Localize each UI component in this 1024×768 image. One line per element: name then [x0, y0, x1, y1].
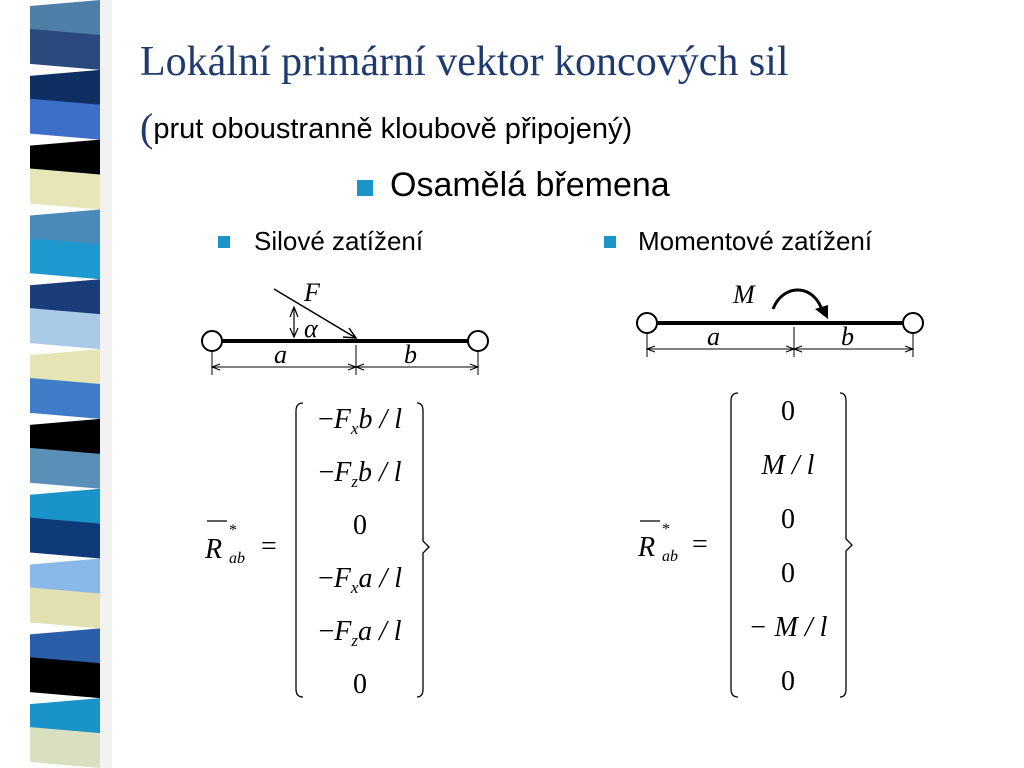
right-bracket [840, 393, 852, 697]
angle-label: α [304, 314, 318, 343]
vector-entry: M / l [761, 450, 815, 481]
vector-entry: 0 [781, 666, 795, 697]
right-bullet-text: Momentové zatížení [638, 226, 873, 256]
moment-arrowhead [815, 305, 828, 319]
force-vector-equation [195, 395, 445, 705]
vector-entry: $-F_xa / l$ [317, 563, 403, 597]
stripe-segment [30, 657, 100, 698]
vector-subscript: ab [662, 548, 678, 565]
moment-beam-diagram [625, 275, 935, 370]
left-bracket [296, 403, 303, 697]
right-bracket [417, 403, 429, 697]
decorative-stripe-bar [0, 0, 112, 768]
left-hinge [202, 331, 222, 351]
equals-sign: = [261, 531, 277, 562]
vector-superscript: * [662, 521, 670, 538]
vector-symbol: R [638, 532, 656, 563]
stripe-segment [30, 518, 100, 559]
stripe-segment [30, 448, 100, 489]
subtitle-text: prut oboustranně kloubově připojený) [153, 113, 633, 145]
stripe-edge [100, 0, 112, 768]
vector-entry: 0 [353, 510, 367, 541]
left-bracket [731, 393, 738, 697]
segment-b-label: b [841, 322, 854, 351]
vector-entry: $-F_za / l$ [318, 616, 402, 650]
stripe-segment [30, 727, 100, 768]
force-arrowhead [343, 328, 356, 338]
moment-vector-equation [630, 385, 870, 705]
vector-entry: − M / l [748, 612, 828, 643]
stripe-segment [30, 99, 100, 140]
stripe-segment [30, 238, 100, 279]
vector-entry: $-F_xb / l$ [317, 404, 403, 438]
segment-b-label: b [404, 340, 417, 369]
vector-entry: 0 [781, 504, 795, 535]
force-label: F [304, 278, 320, 307]
stripe-segment [30, 587, 100, 628]
stripe-segment [30, 308, 100, 349]
slide-subtitle [140, 104, 632, 151]
stripe-segment [30, 378, 100, 419]
moment-label: M [733, 280, 755, 309]
main-bullet-text: Osamělá břemena [390, 166, 670, 204]
vector-entry: 0 [781, 396, 795, 427]
vector-superscript: * [229, 522, 237, 539]
left-bullet-text: Silové zatížení [254, 226, 424, 256]
segment-a-label: a [274, 340, 287, 369]
vector-entry: 0 [781, 558, 795, 589]
stripe-segment [30, 169, 100, 210]
vector-entry: 0 [353, 669, 367, 700]
slide-title: Lokální primární vektor koncových sil [140, 39, 789, 85]
force-beam-diagram [190, 275, 500, 385]
left-hinge [637, 313, 657, 333]
segment-a-label: a [707, 322, 720, 351]
equals-sign: = [692, 529, 708, 560]
left-bullet-icon [218, 236, 230, 248]
right-hinge [468, 331, 488, 351]
main-bullet-icon [357, 180, 373, 196]
stripe-segment [30, 29, 100, 70]
moment-arc [773, 290, 823, 313]
right-hinge [903, 313, 923, 333]
vector-symbol: R [205, 534, 223, 565]
right-bullet-icon [604, 236, 616, 248]
vector-entry: $-F_zb / l$ [318, 457, 402, 491]
vector-subscript: ab [229, 550, 245, 567]
subtitle-open-paren: ( [140, 105, 154, 150]
